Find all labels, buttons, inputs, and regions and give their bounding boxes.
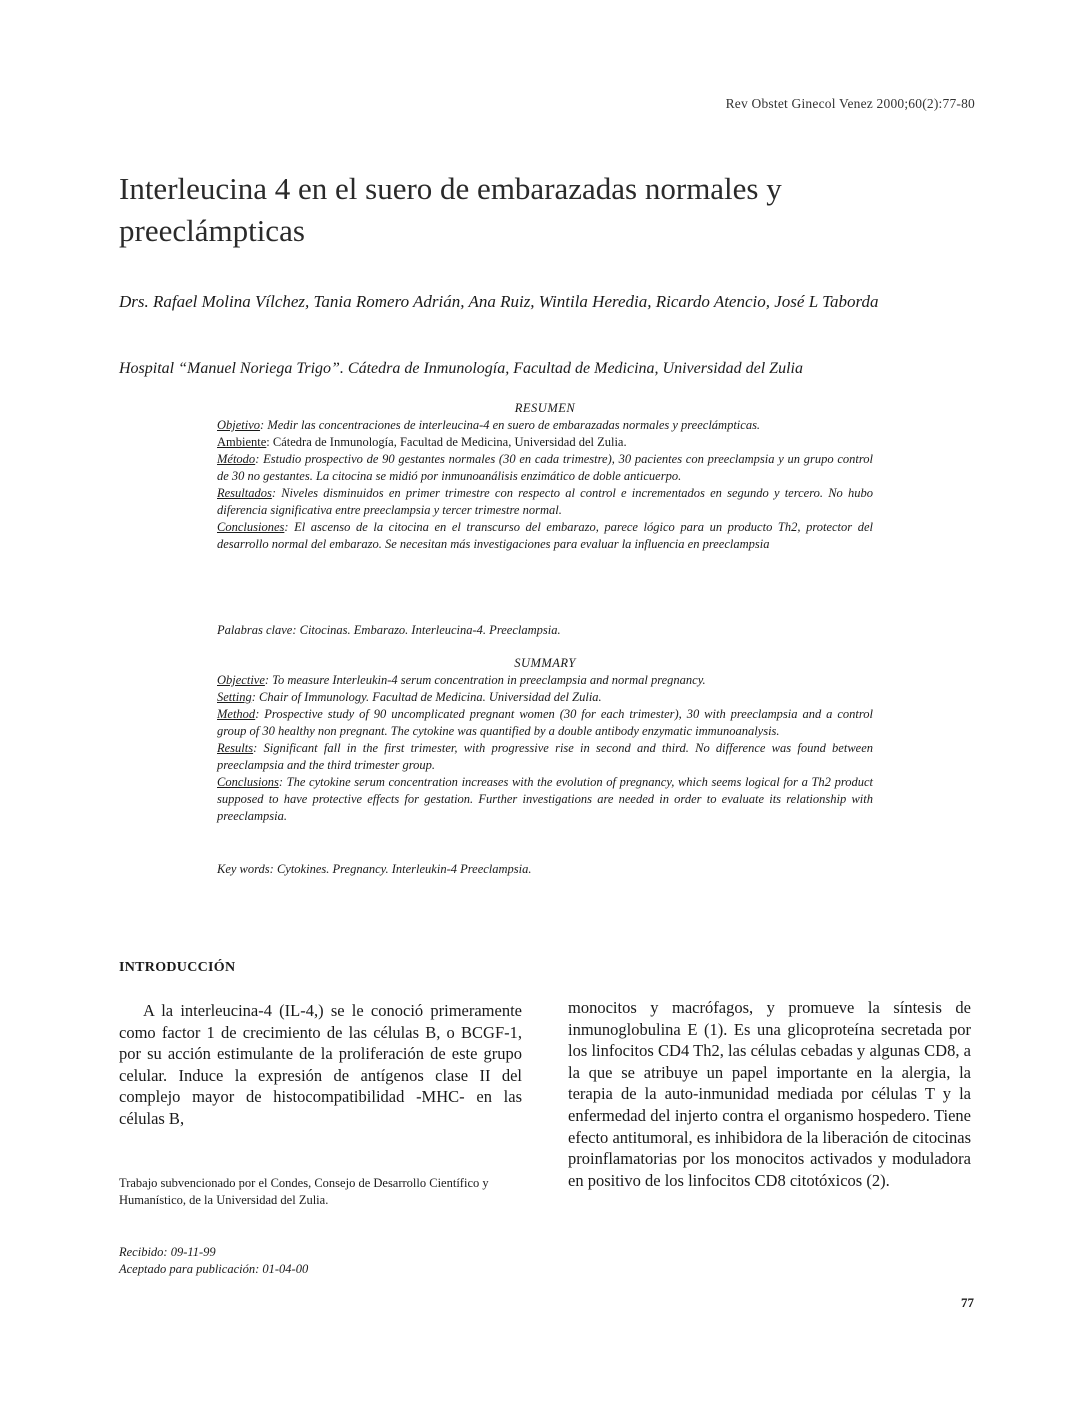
section-heading-introduccion: INTRODUCCIÓN	[119, 960, 236, 975]
article-title: Interleucina 4 en el suero de embarazadas normales y preeclámpticas	[119, 171, 782, 248]
intro-paragraph-left: A la interleucina-4 (IL-4,) se le conoció primeramente como factor 1 de crecimiento de las células B, o BCGF-1, por su acción estimulante de la proliferación de este grupo celular. Induce la expresión de antígenos clase II del complejo mayor de histocompatibilidad -MHC- en las células B,	[119, 1001, 522, 1128]
summary-results-text: : Significant fall in the first trimester, with progressive rise in second and third. No difference was found between preeclampsia and the third trimester group.	[217, 741, 873, 772]
summary-keywords: Key words: Cytokines. Pregnancy. Interleukin-4 Preeclampsia.	[217, 862, 532, 876]
summary-method-label: Method	[217, 707, 256, 721]
summary-setting	[217, 689, 873, 706]
summary-method-text: : Prospective study of 90 uncomplicated pregnant women (30 for each trimester), 30 with preeclampsia and a control group of 30 healthy non pregnant. The cytokine was quantified by a double antibody enzymatic immunoanalysis.	[217, 707, 873, 738]
affiliation: Hospital “Manuel Noriega Trigo”. Cátedra de Inmunología, Facultad de Medicina, Universidad del Zulia	[119, 360, 803, 377]
resumen-conclusiones-text: : El ascenso de la citocina en el transcurso del embarazo, parece lógico para un producto Th2, protector del desarrollo normal del embarazo. Se necesitan más investigaciones para evaluar la influencia en preeclampsia	[217, 520, 873, 551]
summary-setting-label: Setting	[217, 690, 252, 704]
resumen-metodo-text: : Estudio prospectivo de 90 gestantes normales (30 en cada trimestre), 30 pacientes con preeclampsia y un grupo control de 30 no gestantes. La citocina se midió por inmunoanálisis enzimático de doble anticuerpo.	[217, 452, 873, 483]
resumen-ambiente-text: : Cátedra de Inmunología, Facultad de Medicina, Universidad del Zulia.	[266, 435, 627, 449]
page-number: 77	[961, 1295, 974, 1310]
accepted-date: Aceptado para publicación: 01-04-00	[119, 1262, 309, 1276]
funding-footnote: Trabajo subvencionado por el Condes, Consejo de Desarrollo Científico y Humanístico, de la Universidad del Zulia.	[119, 1176, 489, 1207]
intro-right-column	[568, 997, 971, 1191]
resumen-objetivo-label: Objetivo	[217, 418, 261, 432]
resumen-ambiente-label: Ambiente	[217, 435, 267, 449]
resumen-conclusiones	[217, 519, 873, 553]
summary-results-label: Results	[217, 741, 254, 755]
summary-setting-text: : Chair of Immunology. Facultad de Medicina. Universidad del Zulia.	[251, 690, 602, 704]
resumen-objetivo-text: : Medir las concentraciones de interleucina-4 en suero de embarazadas normales y preeclámpticas.	[260, 418, 761, 432]
intro-paragraph-right: monocitos y macrófagos, y promueve la síntesis de inmunoglobulina E (1). Es una glicoproteína secretada por los linfocitos CD4 Th2, las células cebadas y algunas CD8, a la que se atribuye un papel importante en la alergia, la terapia de la auto-inmunidad mediada por células T y la enfermedad del injerto contra el organismo hospedero. Tiene efecto antitumoral, es inhibidora de la liberación de citocinas proinflamatorias por los monocitos activados y moduladora en positivo de los linfocitos CD8 citotóxicos (2).	[568, 998, 971, 1190]
summary-objective	[217, 672, 873, 689]
resumen-block	[217, 400, 873, 553]
intro-left-column	[119, 1000, 522, 1130]
summary-objective-text: : To measure Interleukin-4 serum concentration in preeclampsia and normal pregnancy.	[264, 673, 706, 687]
resumen-objetivo	[217, 417, 873, 434]
summary-conclusions-label: Conclusions	[217, 775, 279, 789]
summary-heading: SUMMARY	[514, 656, 576, 670]
resumen-conclusiones-label: Conclusiones	[217, 520, 285, 534]
summary-block	[217, 655, 873, 825]
summary-method	[217, 706, 873, 740]
resumen-metodo	[217, 451, 873, 485]
resumen-resultados	[217, 485, 873, 519]
resumen-resultados-text: : Niveles disminuidos en primer trimestre con respecto al control e incrementados en segundo y tercero. No hubo diferencia significativa entre preeclampsia y tercer trimestre normal.	[217, 486, 873, 517]
dates-footnote	[119, 1244, 529, 1278]
resumen-keywords: Palabras clave: Citocinas. Embarazo. Interleucina-4. Preeclampsia.	[217, 623, 561, 637]
journal-reference: Rev Obstet Ginecol Venez 2000;60(2):77-80	[725, 96, 975, 111]
resumen-resultados-label: Resultados	[217, 486, 272, 500]
author-list: Drs. Rafael Molina Vílchez, Tania Romero Adrián, Ana Ruiz, Wintila Heredia, Ricardo Atencio, José L Taborda	[119, 292, 879, 311]
resumen-heading: RESUMEN	[514, 401, 576, 415]
received-date: Recibido: 09-11-99	[119, 1245, 216, 1259]
summary-conclusions-text: : The cytokine serum concentration increases with the evolution of pregnancy, which seems logical for a Th2 product supposed to have protective effects for gestation. Further investigations are needed in order to evaluate its relationship with preeclampsia.	[217, 775, 873, 823]
summary-conclusions	[217, 774, 873, 825]
resumen-metodo-label: Método	[217, 452, 256, 466]
summary-objective-label: Objective	[217, 673, 265, 687]
resumen-ambiente	[217, 434, 873, 451]
summary-results	[217, 740, 873, 774]
